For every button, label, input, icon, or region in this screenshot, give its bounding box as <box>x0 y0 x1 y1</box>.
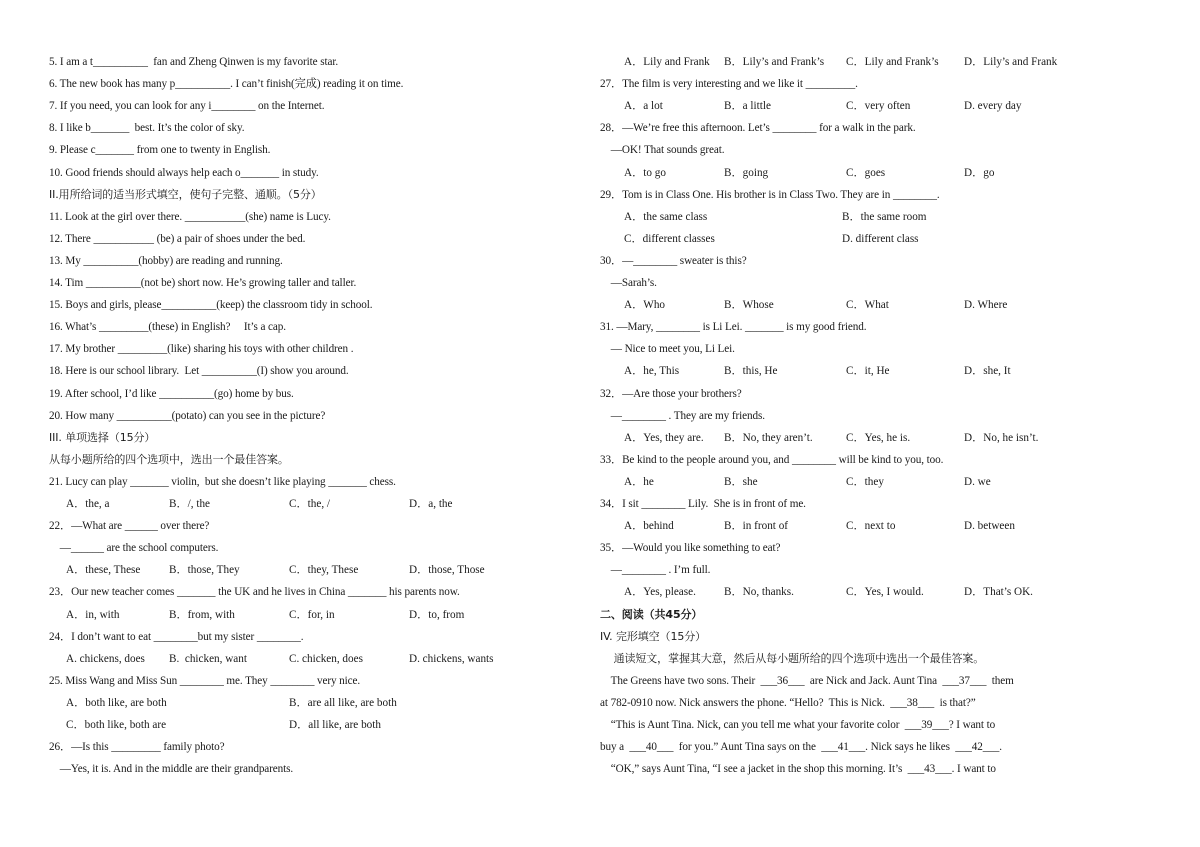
answer-option: D．a, the <box>409 498 453 510</box>
answer-option: A．to go <box>624 166 666 179</box>
question-line: —Sarah’s. <box>600 277 657 289</box>
question-line: 5. I am a t__________ fan and Zheng Qinwen is my favorite star. <box>49 56 339 68</box>
answer-option: A．behind <box>624 520 674 533</box>
answer-option: C．goes <box>846 166 886 179</box>
answer-option: B．the same room <box>842 210 927 223</box>
answer-option: B．No, thanks. <box>724 586 794 599</box>
question-line: 33．Be kind to the people around you, and ________ will be kind to you, too. <box>600 453 944 466</box>
answer-option: B．a little <box>724 100 771 113</box>
answer-option: B．Whose <box>724 299 774 312</box>
answer-option: C．both like, both are <box>66 719 167 731</box>
answer-option: D. Where <box>964 299 1008 312</box>
section-heading: 通读短文，掌握其大意，然后从每小题所给的四个选项中选出一个最佳答案。 <box>600 651 985 665</box>
answer-option: A．Lily and Frank <box>624 56 710 68</box>
question-line: buy a ___40___ for you.” Aunt Tina says on the ___41___. Nick says he likes ___42___. <box>600 741 1002 754</box>
question-line: 34．I sit ________ Lily. She is in front of me. <box>600 498 806 510</box>
question-line: 29．Tom is in Class One. His brother is in Class Two. They are in ________. <box>600 188 940 201</box>
answer-option: C．for, in <box>289 608 335 621</box>
answer-option: B．she <box>724 475 758 488</box>
answer-option: B．going <box>724 166 769 179</box>
answer-option: B．are all like, are both <box>289 696 397 709</box>
section-heading: II.用所给词的适当形式填空，使句子完整、通顺。（5分） <box>49 187 322 201</box>
question-line: 10. Good friends should always help each o_______ in study. <box>49 166 319 179</box>
answer-option: A．both like, are both <box>66 696 167 709</box>
answer-option: A．he <box>624 475 654 488</box>
question-line: 12. There ___________ (be) a pair of shoes under the bed. <box>49 232 306 245</box>
question-line: 19. After school, I’d like __________(go) home by bus. <box>49 387 294 400</box>
question-line: 26．—Is this _________ family photo? <box>49 741 225 754</box>
question-line: 30．—________ sweater is this? <box>600 254 747 267</box>
question-line: 6. The new book has many p__________. I can’t finish(完成) reading it on time. <box>49 78 404 91</box>
question-line: 31. —Mary, ________ is Li Lei. _______ is my good friend. <box>600 321 867 334</box>
question-line: 18. Here is our school library. Let __________(I) show you around. <box>49 365 349 378</box>
answer-option: D．to, from <box>409 608 465 621</box>
answer-option: D. different class <box>842 232 919 245</box>
answer-option: D. we <box>964 475 991 488</box>
answer-option: B．those, They <box>169 564 240 577</box>
answer-option: C．What <box>846 299 889 312</box>
question-line: 22．—What are ______ over there? <box>49 520 210 533</box>
answer-option: A．Who <box>624 299 666 312</box>
question-line: 35．—Would you like something to eat? <box>600 542 781 555</box>
answer-option: C．next to <box>846 520 896 533</box>
answer-option: C．Yes, he is. <box>846 431 911 444</box>
question-line: 32．—Are those your brothers? <box>600 387 742 400</box>
question-line: “OK,” says Aunt Tina, “I see a jacket in the shop this morning. It’s ___43___. I want to <box>600 763 996 776</box>
answer-option: A．these, These <box>66 564 141 577</box>
question-line: —OK! That sounds great. <box>600 144 725 157</box>
answer-option: B．this, He <box>724 365 778 378</box>
answer-option: D. chickens, wants <box>409 652 494 665</box>
answer-option: A．the same class <box>624 210 708 223</box>
question-line: 27．The film is very interesting and we like it _________. <box>600 78 858 91</box>
section-heading: III. 单项选择（15分） <box>49 430 156 444</box>
question-line: at 782-0910 now. Nick answers the phone. “Hello? This is Nick. ___38___ is that?” <box>600 696 976 709</box>
answer-option: C．Lily and Frank’s <box>846 56 939 68</box>
section-heading: IV. 完形填空（15分） <box>600 629 707 643</box>
question-line: 25. Miss Wang and Miss Sun ________ me. They ________ very nice. <box>49 674 361 687</box>
answer-option: B．Lily’s and Frank’s <box>724 56 825 68</box>
question-line: “This is Aunt Tina. Nick, can you tell me what your favorite color ___39___? I want to <box>600 719 996 731</box>
answer-option: D. every day <box>964 100 1022 113</box>
answer-option: B．/, the <box>169 498 211 510</box>
question-line: 8. I like b_______ best. It’s the color of sky. <box>49 122 245 135</box>
answer-option: D．all like, are both <box>289 719 381 731</box>
question-line: 15. Boys and girls, please__________(keep) the classroom tidy in school. <box>49 299 373 312</box>
answer-option: B. chicken, want <box>169 652 247 665</box>
answer-option: A．he, This <box>624 365 680 378</box>
answer-option: C．Yes, I would. <box>846 586 924 599</box>
question-line: 23．Our new teacher comes _______ the UK and he lives in China _______ his parents now. <box>49 586 460 599</box>
answer-option: C．different classes <box>624 232 715 245</box>
answer-option: C．very often <box>846 100 911 113</box>
question-line: —Yes, it is. And in the middle are their grandparents. <box>49 763 294 776</box>
answer-option: C．the, / <box>289 498 331 510</box>
answer-option: D．go <box>964 166 995 179</box>
question-line: 9. Please c_______ from one to twenty in English. <box>49 144 271 157</box>
answer-option: A．in, with <box>66 608 120 621</box>
question-line: —________ . I’m full. <box>600 564 711 577</box>
answer-option: B．in front of <box>724 520 789 533</box>
answer-option: B．from, with <box>169 608 235 621</box>
question-line: 20. How many __________(potato) can you see in the picture? <box>49 409 326 422</box>
question-line: 16. What’s _________(these) in English? It’s a cap. <box>49 321 286 334</box>
section-heading: 二、阅读（共45分） <box>600 607 703 621</box>
answer-option: D．she, It <box>964 365 1011 378</box>
answer-option: A．Yes, please. <box>624 586 696 599</box>
answer-option: C．they, These <box>289 564 359 577</box>
answer-option: C. chicken, does <box>289 652 363 665</box>
question-line: —______ are the school computers. <box>49 542 219 555</box>
answer-option: D．Lily’s and Frank <box>964 56 1058 68</box>
answer-option: C．it, He <box>846 365 890 378</box>
answer-option: A. chickens, does <box>66 652 145 665</box>
answer-option: C．they <box>846 475 884 488</box>
answer-option: D．those, Those <box>409 564 485 577</box>
question-line: The Greens have two sons. Their ___36___ are Nick and Jack. Aunt Tina ___37___ them <box>600 674 1014 687</box>
question-line: 17. My brother _________(like) sharing his toys with other children . <box>49 343 354 356</box>
answer-option: D. between <box>964 520 1015 533</box>
question-line: —________ . They are my friends. <box>600 409 765 422</box>
question-line: 21. Lucy can play _______ violin, but she doesn’t like playing _______ chess. <box>49 475 396 488</box>
question-line: 28．—We’re free this afternoon. Let’s ________ for a walk in the park. <box>600 122 916 135</box>
answer-option: A．the, a <box>66 498 110 510</box>
question-line: — Nice to meet you, Li Lei. <box>600 343 735 356</box>
question-line: 7. If you need, you can look for any i________ on the Internet. <box>49 100 325 113</box>
question-line: 24．I don’t want to eat ________but my sister ________. <box>49 630 304 643</box>
answer-option: A．a lot <box>624 100 663 113</box>
answer-option: D．That’s OK. <box>964 586 1033 599</box>
answer-option: A．Yes, they are. <box>624 431 704 444</box>
answer-option: D．No, he isn’t. <box>964 431 1039 444</box>
question-line: 13. My __________(hobby) are reading and running. <box>49 254 283 267</box>
section-heading: 从每小题所给的四个选项中，选出一个最佳答案。 <box>49 452 289 466</box>
question-line: 14. Tim __________(not be) short now. He’s growing taller and taller. <box>49 277 357 289</box>
question-line: 11. Look at the girl over there. ___________(she) name is Lucy. <box>49 210 331 223</box>
answer-option: B．No, they aren’t. <box>724 431 813 444</box>
